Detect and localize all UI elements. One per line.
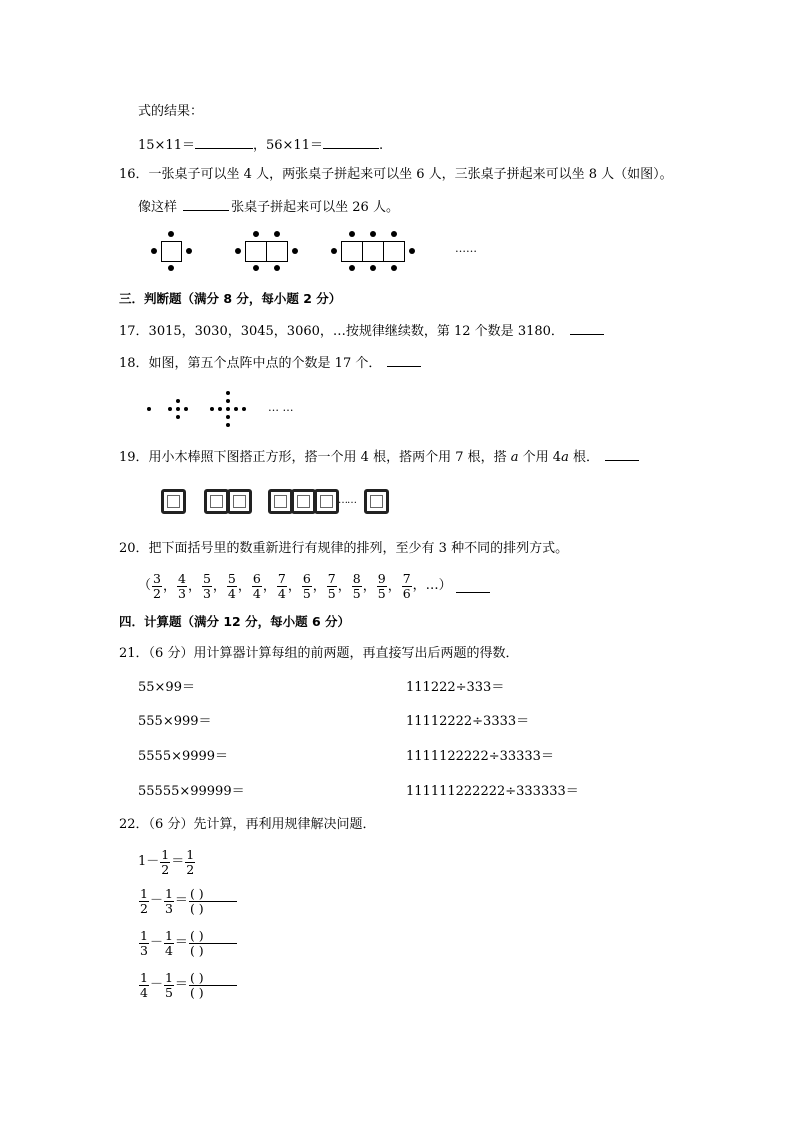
section-3-title: 三．判断题（满分 8 分，每小题 2 分）	[119, 291, 342, 306]
q21-left-2: 555×999＝	[138, 714, 212, 729]
q20-open: （	[138, 578, 152, 593]
q19-prefix: 19．用小木棒照下图搭正方形，搭一个用 4 根，搭两个用 7 根，搭	[119, 450, 507, 465]
numerator: 6	[252, 570, 261, 586]
seat	[253, 265, 259, 271]
q22-fraction-b	[164, 929, 174, 958]
numerator: 1	[186, 846, 195, 862]
q15-sep: ，	[252, 138, 266, 153]
numerator: 7	[327, 570, 336, 586]
q15-expr1: 15×11＝	[138, 138, 195, 153]
q20-fraction	[202, 572, 212, 601]
dot	[234, 407, 238, 411]
q20-fraction	[177, 572, 187, 601]
table-3-b	[362, 241, 384, 262]
q20-fraction	[327, 572, 337, 601]
q17	[119, 322, 604, 341]
seat	[409, 248, 415, 254]
q22-row	[138, 968, 238, 1002]
answer-denominator[interactable]: ( )	[189, 984, 204, 1000]
dot	[226, 399, 230, 403]
answer-numerator[interactable]: ( )	[189, 929, 237, 944]
answer-numerator[interactable]: ( )	[189, 971, 237, 986]
q20-fraction	[252, 572, 262, 601]
q16-line2	[138, 198, 399, 217]
q18-answer-blank[interactable]	[387, 354, 421, 367]
q20-fraction	[352, 572, 362, 601]
q20-separator: ，	[187, 578, 201, 594]
numerator: 4	[177, 570, 186, 586]
denominator: 4	[252, 585, 261, 601]
seat	[235, 248, 241, 254]
denominator: 5	[377, 585, 386, 601]
q20-fraction	[302, 572, 312, 601]
numerator: 1	[164, 885, 173, 901]
numerator: 7	[277, 570, 286, 586]
denominator: 5	[352, 585, 361, 601]
q22-minus: －	[149, 893, 163, 908]
denominator: 3	[177, 585, 186, 601]
seat	[168, 231, 174, 237]
numerator: 7	[402, 570, 411, 586]
dot	[218, 407, 222, 411]
numerator: 1	[140, 969, 148, 985]
q21-left-4: 55555×99999＝	[138, 784, 245, 799]
q22-example-row	[138, 845, 196, 879]
seat	[370, 231, 376, 237]
stick-square	[161, 489, 186, 514]
q22-answer-fraction	[189, 929, 237, 958]
denominator: 3	[164, 900, 173, 916]
answer-denominator[interactable]: ( )	[189, 942, 204, 958]
denominator: 2	[186, 861, 195, 877]
q16-line2-suffix: 张桌子拼起来可以坐 26 人。	[231, 200, 399, 215]
q15-expressions	[138, 136, 383, 155]
q22-fraction-a	[139, 887, 149, 916]
denominator: 4	[277, 585, 286, 601]
dot	[147, 407, 151, 411]
stick-ellipsis: ……	[338, 495, 356, 506]
q22-eq: ＝	[174, 893, 188, 908]
q20-answer-blank[interactable]	[456, 580, 490, 593]
denominator: 2	[140, 900, 148, 916]
q18	[119, 354, 421, 373]
stick-square	[291, 489, 316, 514]
table-2-left	[245, 241, 267, 262]
seat	[391, 231, 397, 237]
q21-text: 21．（6 分）用计算器计算每组的前两题，再直接写出后两题的得数．	[119, 646, 519, 661]
q20-fraction	[227, 572, 237, 601]
numerator: 1	[140, 885, 148, 901]
seat	[186, 248, 192, 254]
q22-minus: －	[146, 854, 160, 869]
q22-fraction-b	[164, 887, 174, 916]
q15-end: .	[378, 138, 384, 153]
dot	[226, 407, 230, 411]
seat	[274, 231, 280, 237]
q19-var-4a: a	[561, 450, 569, 465]
q15-expr2: 56×11＝	[266, 138, 323, 153]
denominator: 5	[164, 984, 173, 1000]
q22-answer-fraction	[189, 971, 237, 1000]
q19-suffix: 根．	[572, 450, 599, 465]
denominator: 4	[140, 984, 148, 1000]
dot	[226, 415, 230, 419]
q20-separator: ，	[162, 578, 176, 594]
table-3-a	[341, 241, 363, 262]
q21-right-4: 111111222222÷333333＝	[406, 784, 579, 799]
q22-eq: ＝	[174, 935, 188, 950]
seat	[349, 231, 355, 237]
q21-left-3: 5555×9999＝	[138, 749, 229, 764]
q22-ex-fraction-a	[160, 848, 170, 877]
denominator: 4	[227, 585, 236, 601]
q22-eq: ＝	[171, 854, 185, 869]
dot	[184, 407, 188, 411]
dot	[226, 423, 230, 427]
table-1-top	[161, 241, 182, 262]
denominator: 2	[153, 585, 161, 601]
q20-separator: ，	[337, 578, 351, 594]
q16-line2-prefix: 像这样	[138, 200, 178, 215]
denominator: 3	[140, 942, 148, 958]
numerator: 8	[352, 570, 361, 586]
denominator: 2	[161, 861, 170, 877]
q20-fractions	[151, 572, 413, 601]
q18-text: 18．如图，第五个点阵中点的个数是 17 个．	[119, 356, 382, 371]
seat	[331, 248, 337, 254]
seat	[151, 248, 157, 254]
q17-text: 17．3015，3030，3045，3060，…按规律继续数，第 12 个数是 3180．	[119, 324, 564, 339]
stick-square	[314, 489, 339, 514]
seat	[292, 248, 298, 254]
denominator: 5	[302, 585, 311, 601]
q20-fraction	[152, 572, 162, 601]
q20-text: 20．把下面括号里的数重新进行有规律的排列，至少有 3 种不同的排列方式。	[119, 541, 569, 556]
q16-answer-blank[interactable]	[183, 198, 229, 211]
q19	[119, 448, 639, 467]
stick-square	[227, 489, 252, 514]
stick-square	[268, 489, 293, 514]
numerator: 1	[164, 927, 173, 943]
q15-line1: 式的结果：	[138, 104, 204, 119]
q22-minus: －	[149, 935, 163, 950]
q22-text: 22．（6 分）先计算，再利用规律解决问题．	[119, 817, 376, 832]
dot	[226, 391, 230, 395]
seat	[349, 265, 355, 271]
seat	[370, 265, 376, 271]
table-3-c	[383, 241, 405, 262]
q20-fraction	[277, 572, 287, 601]
denominator: 5	[327, 585, 336, 601]
dot	[210, 407, 214, 411]
dot	[242, 407, 246, 411]
q20-separator: ，	[262, 578, 276, 594]
dot-array-ellipsis: … …	[268, 401, 294, 414]
seat	[274, 265, 280, 271]
q22-row	[138, 884, 238, 918]
stick-square	[364, 489, 389, 514]
numerator: 5	[227, 570, 236, 586]
denominator: 4	[164, 942, 173, 958]
dot	[176, 399, 180, 403]
q20-fraction	[402, 572, 412, 601]
stick-square	[204, 489, 229, 514]
q22-fraction-a	[139, 929, 149, 958]
seat	[391, 265, 397, 271]
q17-answer-blank[interactable]	[570, 322, 604, 335]
q21-right-1: 111222÷333＝	[406, 680, 505, 695]
seat	[168, 265, 174, 271]
q22-ex-fraction-result	[185, 848, 195, 877]
q20-separator: ，	[387, 578, 401, 594]
q19-answer-blank[interactable]	[605, 448, 639, 461]
q22-fraction-a	[139, 971, 149, 1000]
numerator: 1	[140, 927, 148, 943]
denominator: 6	[402, 585, 411, 601]
table-ellipsis: ……	[455, 242, 477, 255]
q15-answer-blank-2[interactable]	[323, 136, 379, 149]
numerator: 5	[202, 570, 211, 586]
section-4-title: 四．计算题（满分 12 分，每小题 6 分）	[119, 614, 351, 629]
answer-denominator[interactable]: ( )	[189, 900, 204, 916]
q19-var-a: a	[510, 450, 519, 465]
q22-answer-fraction	[189, 887, 237, 916]
table-2-right	[266, 241, 288, 262]
q15-answer-blank-1[interactable]	[195, 136, 253, 149]
dot	[176, 407, 180, 411]
numerator: 9	[377, 570, 386, 586]
q20-close: ，…）	[412, 578, 452, 593]
numerator: 6	[302, 570, 311, 586]
seat	[253, 231, 259, 237]
q16-text: 16．一张桌子可以坐 4 人，两张桌子拼起来可以坐 6 人，三张桌子拼起来可以坐 8 人（如图）。	[119, 167, 673, 182]
q22-row	[138, 926, 238, 960]
q22-eq: ＝	[174, 977, 188, 992]
q20-separator: ，	[287, 578, 301, 594]
q20-separator: ，	[362, 578, 376, 594]
q19-mid: 个用 4	[522, 450, 562, 465]
q21-right-3: 1111122222÷33333＝	[406, 749, 554, 764]
numerator: 3	[153, 570, 161, 586]
dot	[176, 415, 180, 419]
q22-fraction-b	[164, 971, 174, 1000]
q20-separator: ，	[237, 578, 251, 594]
numerator: 1	[161, 846, 170, 862]
q20-separator: ，	[312, 578, 326, 594]
dot	[168, 407, 172, 411]
q20-fraction	[377, 572, 387, 601]
q21-left-1: 55×99＝	[138, 680, 195, 695]
q20-fraction-list	[138, 569, 490, 603]
q22-one: 1	[138, 854, 147, 869]
denominator: 3	[202, 585, 211, 601]
numerator: 1	[164, 969, 173, 985]
q20-separator: ，	[212, 578, 226, 594]
q21-right-2: 11112222÷3333＝	[406, 714, 530, 729]
answer-numerator[interactable]: ( )	[189, 887, 237, 902]
q22-minus: －	[149, 977, 163, 992]
